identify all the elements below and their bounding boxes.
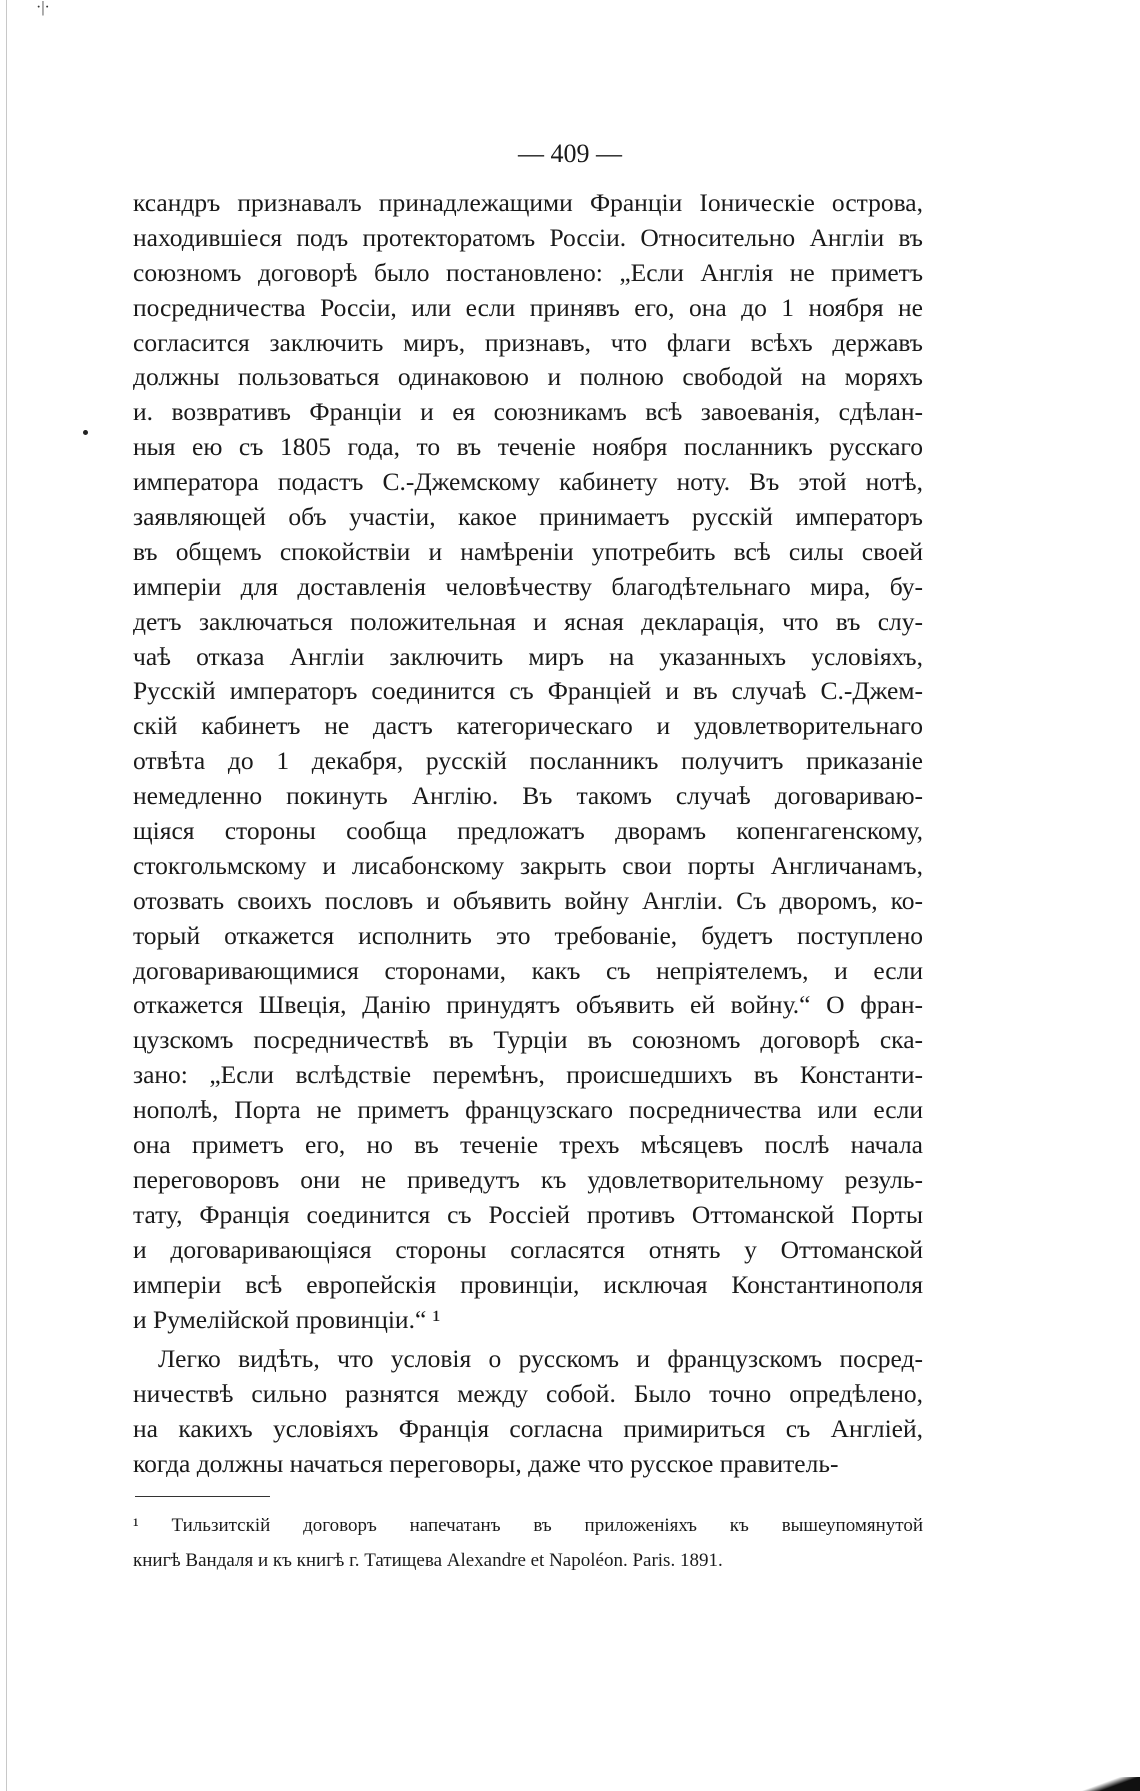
text-line: на какихъ условіяхъ Франція согласна примириться съ Англіей, — [133, 1414, 923, 1444]
text-line: и. возвративъ Франціи и ея союзникамъ всѣ завоеванія, сдѣлан- — [133, 397, 923, 427]
text-line: имперіи всѣ европейскія провинціи, исключая Константинополя — [133, 1269, 923, 1299]
text-line: союзномъ договорѣ было постановлено: „Если Англія не приметъ — [133, 257, 923, 287]
text-line: должны пользоваться одинаковою и полною свободой на моряхъ — [133, 362, 923, 392]
text-line: тату, Франція соединится съ Россіей противъ Оттоманской Порты — [133, 1199, 923, 1229]
text-line: находившіеся подъ протекторатомъ Россіи. Относительно Англіи въ — [133, 222, 923, 252]
text-line: щіяся стороны сообща предложатъ дворамъ копенгагенскому, — [133, 816, 923, 846]
text-line: въ общемъ спокойствіи и намѣреніи употребить всѣ силы своей — [133, 536, 923, 566]
text-line: договаривающимися сторонами, какъ съ непріятелемъ, и если — [133, 955, 923, 985]
paragraph-2 — [133, 1342, 923, 1482]
text-line: стокгольмскому и лисабонскому закрыть свои порты Англичанамъ, — [133, 850, 923, 880]
text-line: детъ заключаться положительная и ясная декларація, что въ слу- — [133, 606, 923, 636]
text-line: чаѣ отказа Англіи заключить миръ на указанныхъ условіяхъ, — [133, 641, 923, 671]
text-line: ныя ею съ 1805 года, то въ теченіе ноября посланникъ русскаго — [133, 432, 923, 462]
text-line: она приметъ его, но въ теченіе трехъ мѣсяцевъ послѣ начала — [133, 1130, 923, 1160]
text-line: скій кабинетъ не дастъ категорическаго и удовлетворительнаго — [133, 711, 923, 741]
text-line: и договаривающіяся стороны согласятся отнять у Оттоманской — [133, 1234, 923, 1264]
text-line: согласится заключить миръ, признавъ, что флаги всѣхъ державъ — [133, 327, 923, 357]
body-text — [133, 186, 923, 1482]
text-line: зано: „Если вслѣдствіе перемѣнъ, происшедшихъ въ Константи- — [133, 1060, 923, 1090]
text-line: посредничества Россіи, или если принявъ его, она до 1 ноября не — [133, 292, 923, 322]
text-line: немедленно покинуть Англію. Въ такомъ случаѣ договариваю- — [133, 781, 923, 811]
text-line: имперіи для доставленія человѣчеству благодѣтельнаго мира, бу- — [133, 571, 923, 601]
footnote-line: книгѣ Вандаля и къ книгѣ г. Татищева Alexandre et Napoléon. Paris. 1891. — [133, 1549, 723, 1571]
text-line: Легко видѣть, что условія о русскомъ и французскомъ посред- — [158, 1344, 923, 1374]
text-line: императора подастъ С.-Джемскому кабинету ноту. Въ этой нотѣ, — [133, 467, 923, 497]
text-line: и Румелійской провинціи.“ ¹ — [133, 1304, 441, 1334]
text-line: нополѣ, Порта не приметъ французскаго посредничества или если — [133, 1095, 923, 1125]
page-edge — [6, 0, 7, 1791]
corner-mark: ·|· — [36, 0, 50, 16]
text-line: отвѣта до 1 декабря, русскій посланникъ получитъ приказаніе — [133, 746, 923, 776]
stray-dot — [83, 430, 88, 435]
footnote — [133, 1511, 923, 1581]
scan-corner-shadow — [1080, 1777, 1140, 1791]
page-number: — 409 — — [518, 139, 622, 168]
footnote-line: ¹ Тильзитскій договоръ напечатанъ въ приложеніяхъ къ вышеупомянутой — [133, 1515, 923, 1536]
text-line: Русскій императоръ соединится съ Франціей и въ случаѣ С.-Джем- — [133, 676, 923, 706]
text-line: ксандръ признавалъ принадлежащими Франціи Іоническіе острова, — [133, 188, 923, 217]
text-line: торый откажется исполнить это требованіе, будетъ поступлено — [133, 920, 923, 950]
text-line: ничествѣ сильно разнятся между собой. Было точно опредѣлено, — [133, 1379, 923, 1409]
text-line: откажется Швеція, Данію принудятъ объявить ей войну.“ О фран- — [133, 990, 923, 1020]
text-line: когда должны начаться переговоры, даже что русское правитель- — [133, 1449, 839, 1479]
text-line: заявляющей объ участіи, какое принимаетъ русскій императоръ — [133, 502, 923, 532]
footnote-rule — [135, 1496, 270, 1497]
text-line: цузскомъ посредничествѣ въ Турціи въ союзномъ договорѣ ска- — [133, 1025, 923, 1055]
text-line: переговоровъ они не приведутъ къ удовлетворительному резуль- — [133, 1164, 923, 1194]
text-line: отозвать своихъ пословъ и объявить войну Англіи. Съ дворомъ, ко- — [133, 885, 923, 915]
paragraph-1 — [133, 186, 923, 1337]
